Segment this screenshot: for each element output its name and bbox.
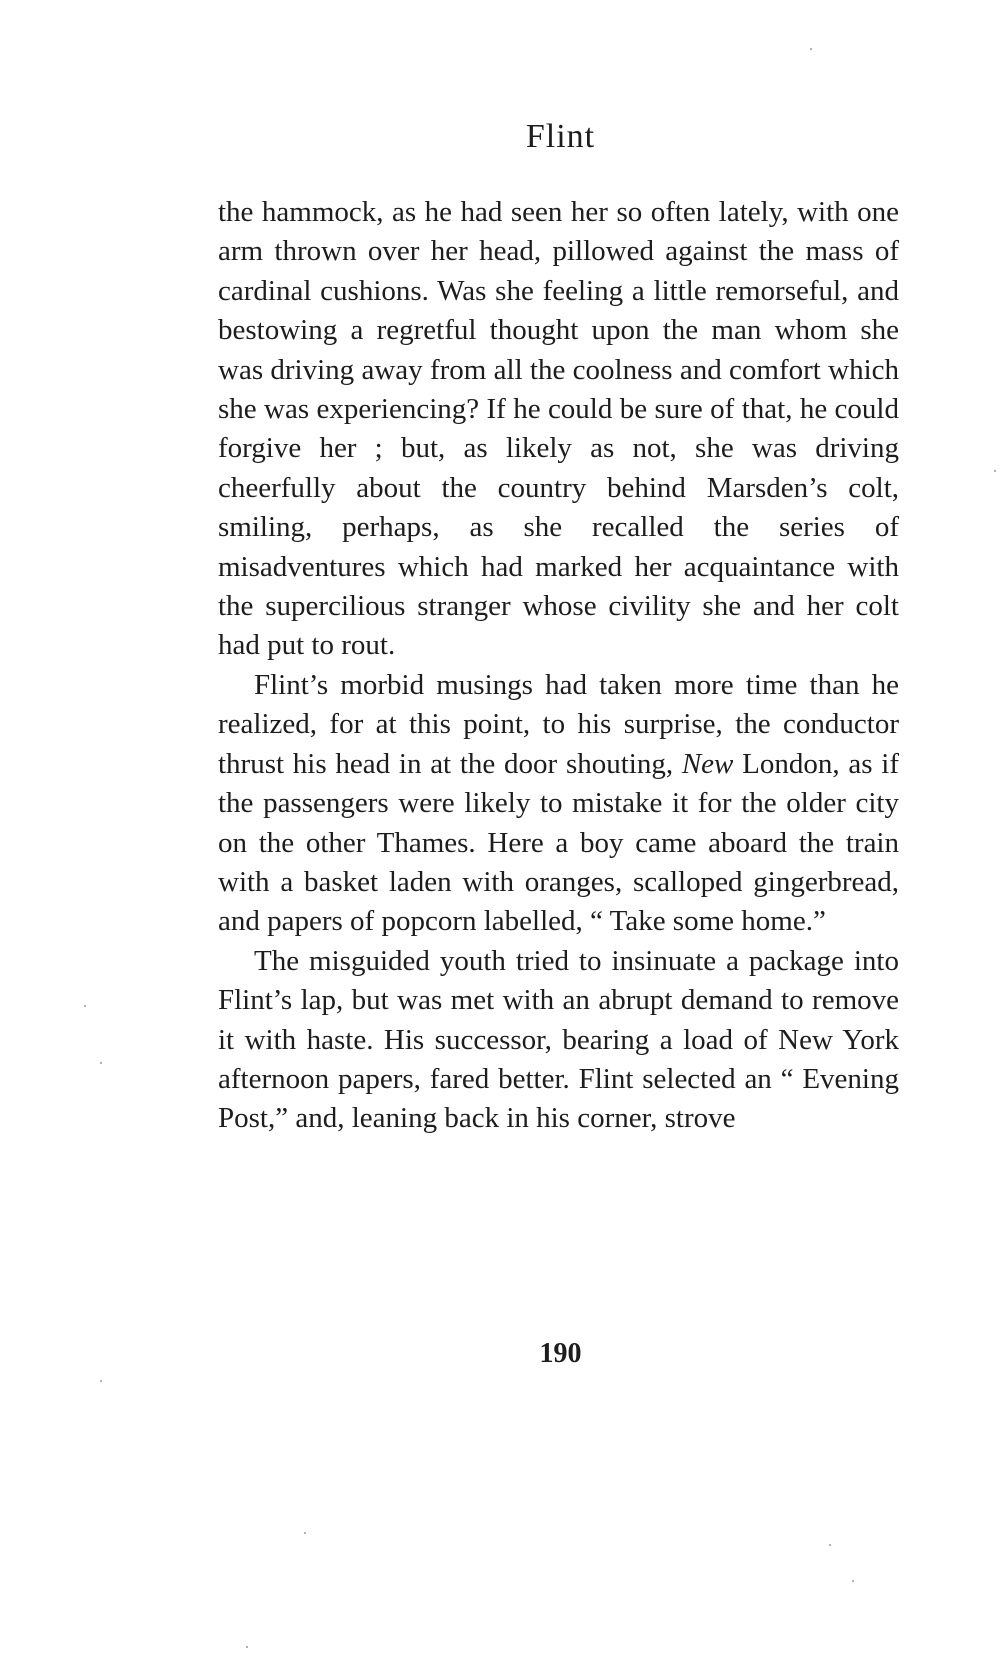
paper-speck [829, 1544, 831, 1546]
paper-speck [100, 1380, 102, 1382]
running-head: Flint [525, 118, 596, 155]
paper-speck [304, 1532, 306, 1534]
paper-speck [994, 470, 996, 472]
paper-speck [852, 1580, 854, 1582]
paragraph-3: The misguided youth tried to insinuate a package into Flint’s lap, but was met with an abrupt demand to remove it with haste. His successor, bearing a load of New York afternoon papers, fared better. Flint selected an “ Evening Post,” and, leaning back in his corner, strove [218, 944, 899, 1135]
paper-speck [100, 1062, 102, 1064]
page-number: 190 [539, 1338, 582, 1369]
paragraph-2-start: Flint’s morbid musings had taken more time than he realized, for at this point, to his surprise, the conductor thrust his head in at the door shouting, [218, 668, 899, 780]
body-text [218, 193, 899, 1139]
paragraph-2 [218, 666, 899, 942]
italic-word: New [681, 747, 734, 780]
paper-speck [246, 1646, 248, 1648]
paper-speck [84, 1005, 86, 1007]
paper-speck [810, 48, 812, 50]
paragraph-1: the hammock, as he had seen her so often lately, with one arm thrown over her head, pillowed against the mass of cardinal cushions. Was she feeling a little remorseful, and bestowing a regretful thought upon the man whom she was driving away from all the coolness and comfort which she was experiencing? If he could be sure of that, he could forgive her ; but, as likely as not, she was driving cheerfully about the country behind Marsden’s colt, smiling, perhaps, as she recalled the series of misadventures which had marked her acquaintance with the supercilious stranger whose civility she and her colt had put to rout. [218, 196, 899, 662]
paragraph-2-end: London, as if the passengers were likely to mistake it for the older city on the other Thames. Here a boy came aboard the train with a basket laden with oranges, scalloped gingerbread, and papers of popcorn labelled, “ Take some home.” [218, 747, 899, 938]
